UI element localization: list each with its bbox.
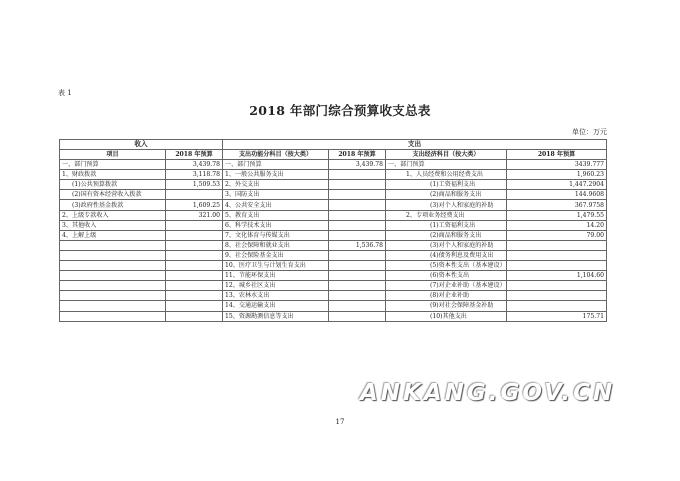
table-row bbox=[60, 281, 607, 291]
economic-subject-cell: (5)资本性支出（基本建设） bbox=[386, 261, 507, 271]
economic-budget-cell bbox=[507, 261, 607, 271]
income-budget-cell bbox=[166, 240, 223, 250]
income-budget-cell bbox=[166, 250, 223, 260]
economic-subject-cell: (4)债务利息及费用支出 bbox=[386, 250, 507, 260]
income-budget-cell bbox=[166, 220, 223, 230]
income-budget-cell bbox=[166, 301, 223, 311]
economic-budget-cell: 367.9758 bbox=[507, 200, 607, 210]
function-subject-cell: 10、医疗卫生与计划生育支出 bbox=[223, 261, 329, 271]
income-item-cell bbox=[60, 261, 166, 271]
income-item-cell: 1、财政拨款 bbox=[60, 170, 166, 180]
income-item-cell bbox=[60, 301, 166, 311]
economic-subject-cell: (2)商品和服务支出 bbox=[386, 190, 507, 200]
income-item-cell: 2、上级专款收入 bbox=[60, 210, 166, 220]
income-item-cell bbox=[60, 240, 166, 250]
income-item-cell bbox=[60, 250, 166, 260]
table-row bbox=[60, 220, 607, 230]
function-subject-cell: 6、科学技术支出 bbox=[223, 220, 329, 230]
economic-budget-cell: 175.71 bbox=[507, 311, 607, 321]
income-item-cell bbox=[60, 271, 166, 281]
function-budget-cell bbox=[329, 311, 386, 321]
economic-subject-cell: (8)对企业补助 bbox=[386, 291, 507, 301]
page-number: 17 bbox=[335, 418, 345, 426]
table-row bbox=[60, 240, 607, 250]
function-subject-cell: 4、公共安全支出 bbox=[223, 200, 329, 210]
income-item-cell: (2)国有资本经营收入拨款 bbox=[60, 190, 166, 200]
income-budget-cell bbox=[166, 230, 223, 240]
function-budget-cell bbox=[329, 220, 386, 230]
col-header-economic-subject: 支出经济科目（按大类） bbox=[386, 150, 507, 160]
function-budget-cell bbox=[329, 210, 386, 220]
economic-budget-cell: 14.20 bbox=[507, 220, 607, 230]
income-budget-cell bbox=[166, 281, 223, 291]
income-budget-cell: 1,609.25 bbox=[166, 200, 223, 210]
expense-group-header: 支出 bbox=[223, 140, 607, 150]
function-subject-cell: 7、文化体育与传媒支出 bbox=[223, 230, 329, 240]
function-subject-cell: 11、节能环保支出 bbox=[223, 271, 329, 281]
economic-budget-cell: 1,104.60 bbox=[507, 271, 607, 281]
table-row bbox=[60, 250, 607, 260]
table-row bbox=[60, 311, 607, 321]
economic-subject-cell: (3)对个人和家庭的补助 bbox=[386, 240, 507, 250]
group-header-row bbox=[60, 140, 607, 150]
economic-budget-cell bbox=[507, 240, 607, 250]
function-budget-cell bbox=[329, 301, 386, 311]
function-budget-cell bbox=[329, 261, 386, 271]
function-budget-cell bbox=[329, 190, 386, 200]
economic-budget-cell: 1,960.23 bbox=[507, 170, 607, 180]
economic-budget-cell: 79.00 bbox=[507, 230, 607, 240]
table-row bbox=[60, 180, 607, 190]
economic-subject-cell: (9)对社会保障基金补助 bbox=[386, 301, 507, 311]
income-budget-cell: 1,509.53 bbox=[166, 180, 223, 190]
function-budget-cell: 3,439.78 bbox=[329, 160, 386, 170]
income-item-cell: (3)政府性基金拨款 bbox=[60, 200, 166, 210]
function-subject-cell: 1、一般公共服务支出 bbox=[223, 170, 329, 180]
income-budget-cell bbox=[166, 311, 223, 321]
table-label: 表 1 bbox=[58, 89, 72, 97]
economic-subject-cell: (2)商品和服务支出 bbox=[386, 230, 507, 240]
function-budget-cell bbox=[329, 291, 386, 301]
income-item-cell: 一、部门预算 bbox=[60, 160, 166, 170]
economic-subject-cell: (3)对个人和家庭的补助 bbox=[386, 200, 507, 210]
function-budget-cell bbox=[329, 170, 386, 180]
col-header-income-budget: 2018 年预算 bbox=[166, 150, 223, 160]
economic-subject-cell: (1)工资福利支出 bbox=[386, 220, 507, 230]
unit-label: 单位：万元 bbox=[572, 128, 607, 136]
function-budget-cell bbox=[329, 250, 386, 260]
function-subject-cell: 12、城乡社区支出 bbox=[223, 281, 329, 291]
economic-subject-cell: (1)工资福利支出 bbox=[386, 180, 507, 190]
income-item-cell: 3、其他收入 bbox=[60, 220, 166, 230]
function-subject-cell: 8、社会保障和就业支出 bbox=[223, 240, 329, 250]
income-item-cell bbox=[60, 281, 166, 291]
col-header-function-budget: 2018 年预算 bbox=[329, 150, 386, 160]
table-row bbox=[60, 230, 607, 240]
income-budget-cell bbox=[166, 190, 223, 200]
function-subject-cell: 13、农林水支出 bbox=[223, 291, 329, 301]
table-row bbox=[60, 291, 607, 301]
function-subject-cell: 9、社会保险基金支出 bbox=[223, 250, 329, 260]
economic-budget-cell: 1,479.55 bbox=[507, 210, 607, 220]
table-row bbox=[60, 170, 607, 180]
income-item-cell bbox=[60, 291, 166, 301]
function-subject-cell: 一、部门预算 bbox=[223, 160, 329, 170]
function-budget-cell bbox=[329, 230, 386, 240]
economic-budget-cell: 1,447.2904 bbox=[507, 180, 607, 190]
function-budget-cell bbox=[329, 180, 386, 190]
table-row bbox=[60, 160, 607, 170]
income-budget-cell bbox=[166, 261, 223, 271]
function-subject-cell: 5、教育支出 bbox=[223, 210, 329, 220]
function-subject-cell: 14、交通运输支出 bbox=[223, 301, 329, 311]
page-title: 2018 年部门综合预算收支总表 bbox=[249, 103, 431, 118]
economic-budget-cell bbox=[507, 291, 607, 301]
table-row bbox=[60, 261, 607, 271]
function-budget-cell: 1,536.78 bbox=[329, 240, 386, 250]
economic-subject-cell: 1、人员经费和公用经费支出 bbox=[386, 170, 507, 180]
function-subject-cell: 2、外交支出 bbox=[223, 180, 329, 190]
table-row bbox=[60, 210, 607, 220]
table-row bbox=[60, 200, 607, 210]
economic-subject-cell: 一、部门预算 bbox=[386, 160, 507, 170]
income-item-cell: (1)公共预算拨款 bbox=[60, 180, 166, 190]
income-budget-cell bbox=[166, 271, 223, 281]
watermark: ANKANG.GOV.CN bbox=[360, 380, 616, 406]
income-budget-cell: 321.00 bbox=[166, 210, 223, 220]
col-header-function-subject: 支出功能分科目（按大类） bbox=[223, 150, 329, 160]
income-budget-cell: 3,439.78 bbox=[166, 160, 223, 170]
table-row bbox=[60, 190, 607, 200]
column-header-row bbox=[60, 150, 607, 160]
economic-subject-cell: (7)对企业补助（基本建设） bbox=[386, 281, 507, 291]
col-header-item: 项目 bbox=[60, 150, 166, 160]
col-header-economic-budget: 2018 年预算 bbox=[507, 150, 607, 160]
income-budget-cell: 3,118.78 bbox=[166, 170, 223, 180]
economic-budget-cell: 144.9608 bbox=[507, 190, 607, 200]
economic-subject-cell: 2、专项业务经费支出 bbox=[386, 210, 507, 220]
income-item-cell bbox=[60, 311, 166, 321]
economic-budget-cell bbox=[507, 281, 607, 291]
economic-budget-cell: 3439.777 bbox=[507, 160, 607, 170]
income-group-header: 收入 bbox=[60, 140, 223, 150]
income-item-cell: 4、上解上级 bbox=[60, 230, 166, 240]
economic-subject-cell: (6)资本性支出 bbox=[386, 271, 507, 281]
income-budget-cell bbox=[166, 291, 223, 301]
table-row bbox=[60, 271, 607, 281]
function-budget-cell bbox=[329, 281, 386, 291]
function-subject-cell: 3、国防支出 bbox=[223, 190, 329, 200]
function-budget-cell bbox=[329, 271, 386, 281]
economic-subject-cell: (10)其他支出 bbox=[386, 311, 507, 321]
function-budget-cell bbox=[329, 200, 386, 210]
budget-table bbox=[59, 139, 607, 322]
economic-budget-cell bbox=[507, 301, 607, 311]
function-subject-cell: 15、资源勘测信息等支出 bbox=[223, 311, 329, 321]
table-row bbox=[60, 301, 607, 311]
economic-budget-cell bbox=[507, 250, 607, 260]
